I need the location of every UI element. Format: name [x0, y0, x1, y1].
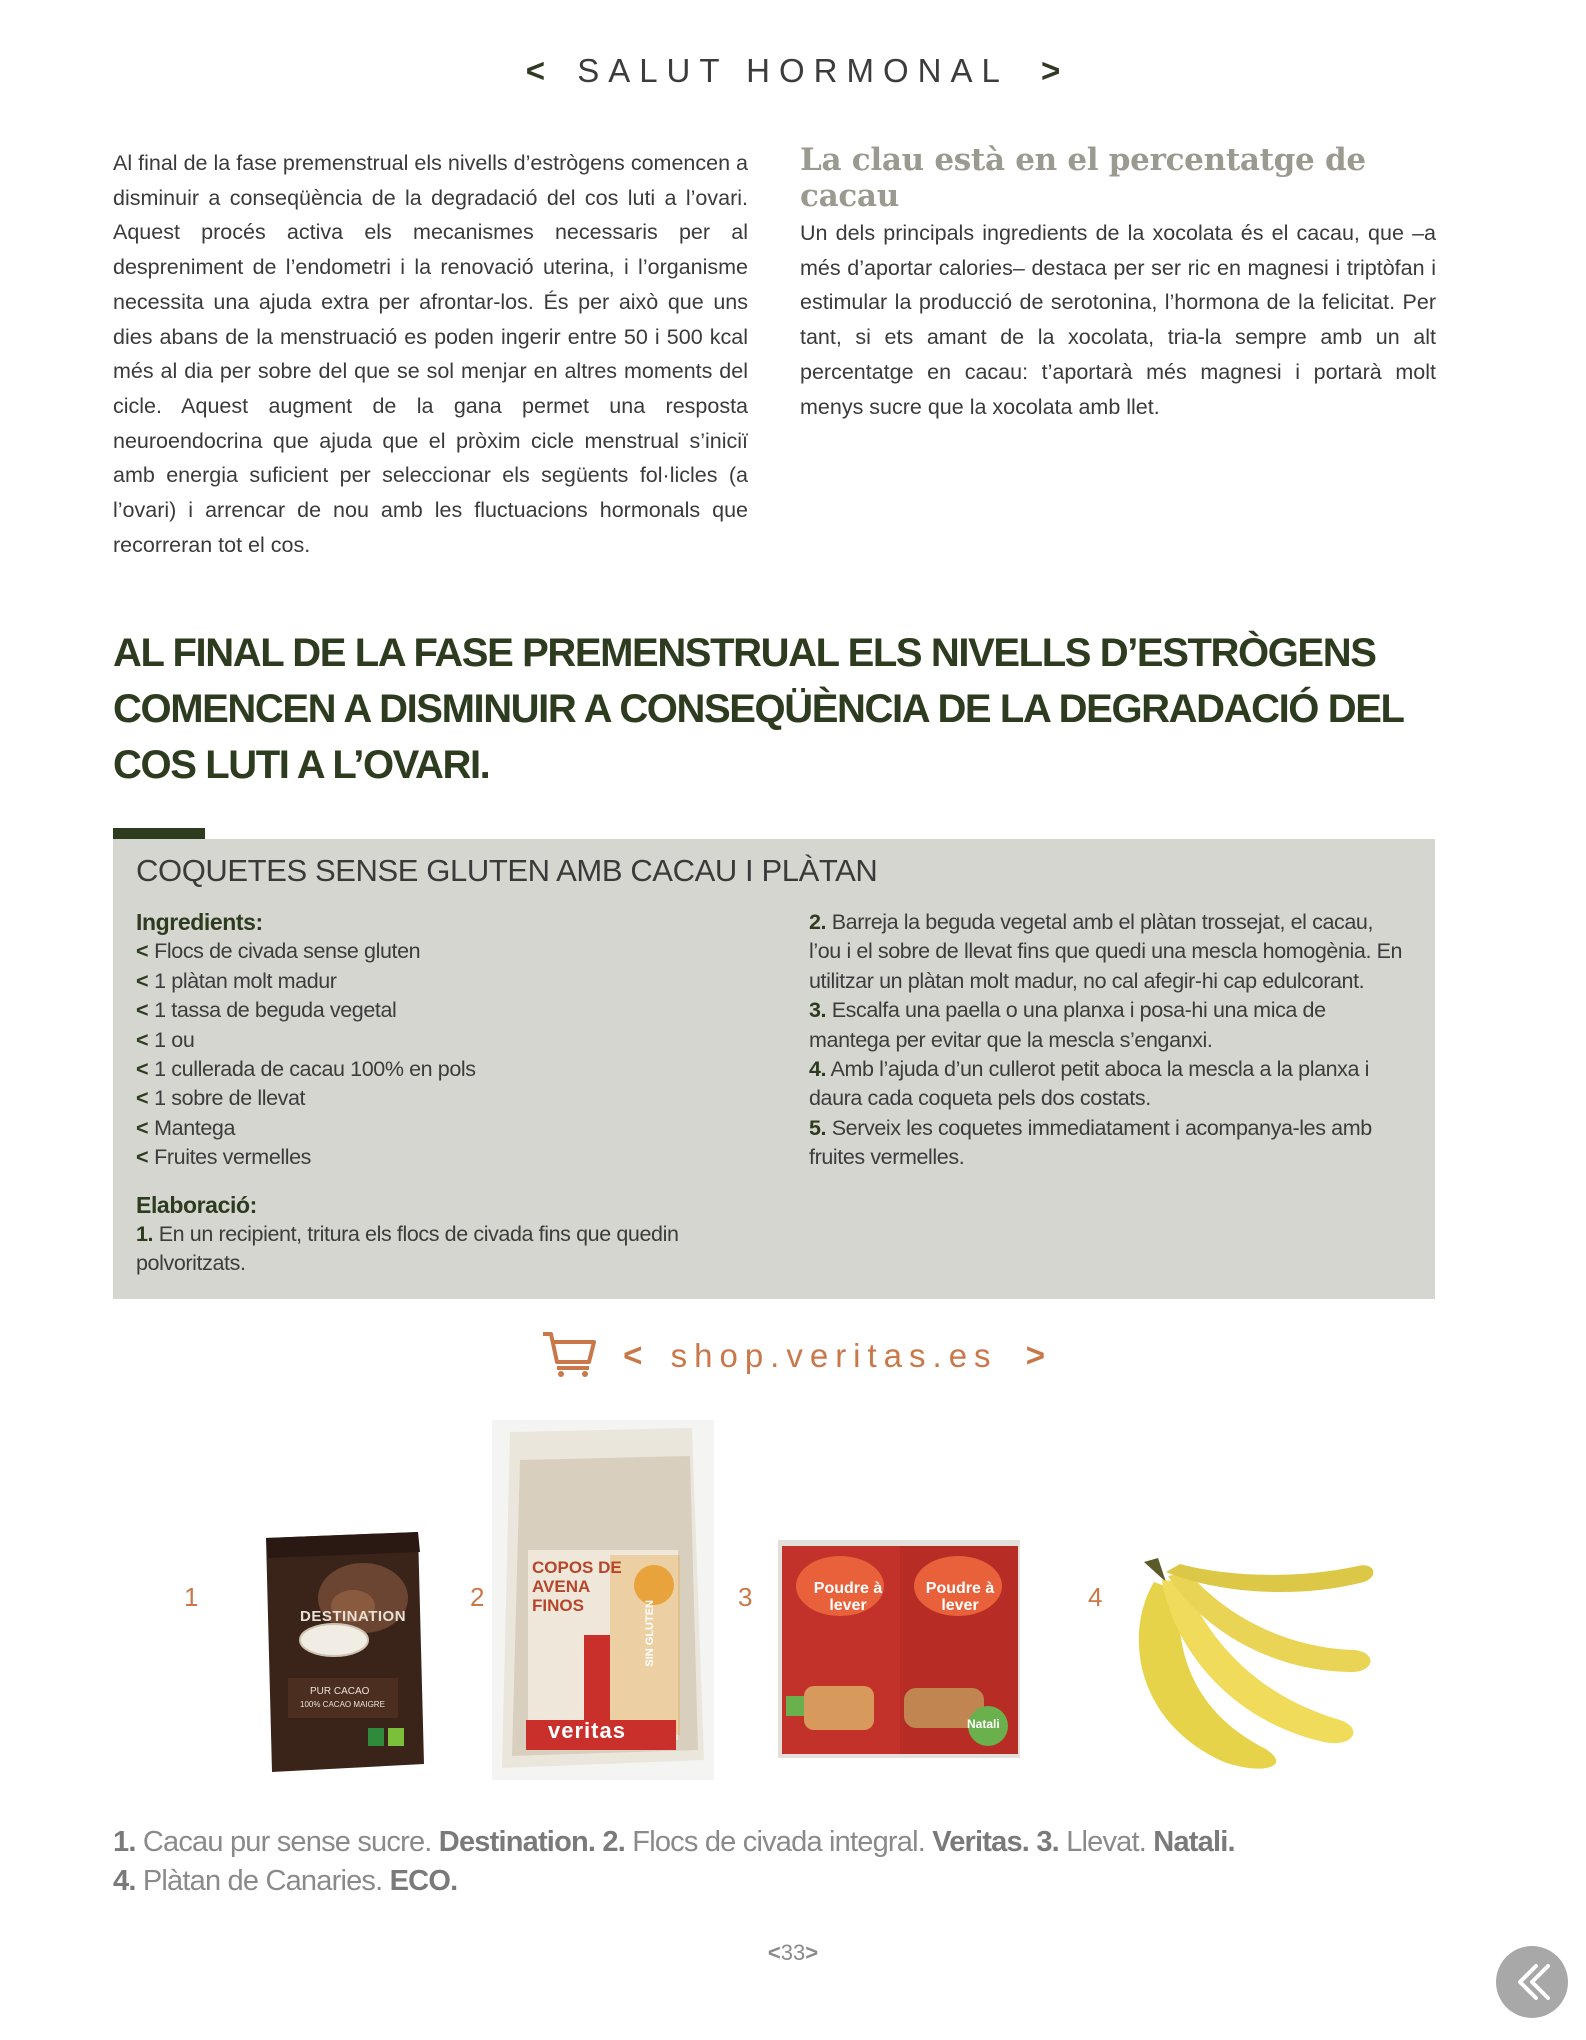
shop-url[interactable]: shop.veritas.es	[670, 1336, 998, 1374]
product-banana-image	[1114, 1552, 1384, 1781]
recipe-step: 2. Barreja la beguda vegetal amb el plàtan trossejat, el cacau, l’ou i el sobre de llevat fins que quedi una mescla homogènia. En utilitzar un plàtan molt madur, no cal afegir-hi cap edulcorant.	[809, 910, 1403, 993]
bullet-icon: <	[136, 1027, 149, 1052]
product-label: SIN GLUTEN	[644, 1600, 656, 1667]
product-label: COPOS DE AVENA FINOS	[532, 1558, 622, 1615]
method-heading: Elaboració:	[136, 1191, 257, 1218]
product-cocoa-image	[258, 1528, 428, 1781]
recipe-step: 1. En un recipient, tritura els flocs de civada fins que quedin polvoritzats.	[136, 1222, 679, 1276]
sidebar-box	[800, 142, 1436, 424]
recipe-title: COQUETES SENSE GLUTEN AMB CACAU I PLÀTAN	[136, 853, 878, 888]
product-label: PUR CACAO	[310, 1686, 370, 1697]
sidebar-title: La clau està en el percentatge de cacau	[800, 142, 1366, 214]
page-number: <33>	[767, 1940, 819, 1965]
recipe-accent-bar	[113, 828, 205, 839]
double-chevron-left-icon	[1496, 1946, 1568, 2018]
product-label: DESTINATION	[300, 1608, 407, 1625]
bullet-icon: <	[136, 1145, 149, 1170]
product-brand: veritas	[548, 1718, 626, 1743]
sidebar-text: Un dels principals ingredients de la xocolata és el cacau, que –a més d’aportar calories– destaca per ser ric en magnesi i triptòfan i estimular la producció de serotonina, l’hormona de la felicitat. Per tant, si ets amant de la xocolata, tria-la sempre amb un alt percentatge en cacau: t’aportarà més magnesi i portarà molt menys sucre que la xocolata amb llet.	[800, 221, 1436, 419]
ingredients-heading: Ingredients:	[136, 909, 263, 935]
recipe-step: 3. Escalfa una paella o una planxa i posa-hi una mica de mantega per evitar que la mescla s’enganxi.	[809, 998, 1326, 1052]
list-item: < 1 tassa de beguda vegetal	[136, 998, 397, 1023]
list-item: < 1 ou	[136, 1027, 195, 1052]
list-item: < Mantega	[136, 1115, 236, 1140]
product-number: 4	[1088, 1582, 1103, 1612]
section-header	[0, 52, 1586, 90]
section-title: SALUT HORMONAL	[577, 52, 1009, 89]
list-item: < Fruites vermelles	[136, 1145, 312, 1170]
chevron-right-icon: >	[1040, 52, 1061, 89]
caption-item: 3. Llevat. Natali.	[1036, 1826, 1235, 1858]
chevron-left-icon: <	[623, 1336, 643, 1374]
product-number: 1	[184, 1582, 199, 1612]
bullet-icon: <	[136, 1057, 149, 1082]
caption-item: 2. Flocs de civada integral. Veritas.	[602, 1826, 1030, 1858]
caption-item: 1. Cacau pur sense sucre. Destination.	[113, 1826, 596, 1858]
product-number: 3	[738, 1582, 753, 1612]
ingredients-list	[136, 937, 696, 1172]
product-label: 100% CACAO MAIGRE	[300, 1700, 385, 1709]
bullet-icon: <	[136, 1086, 149, 1111]
chevron-left-icon: <	[525, 52, 546, 89]
product-label: Poudre à lever	[813, 1580, 883, 1614]
list-item: < Flocs de civada sense gluten	[136, 939, 421, 964]
recipe-step: 4. Amb l’ajuda d’un cullerot petit aboca la mescla a la planxa i daura cada coqueta pels dos costats.	[809, 1057, 1370, 1111]
list-item: < 1 plàtan molt madur	[136, 968, 337, 993]
recipe-box	[113, 839, 1435, 1299]
product-label: Poudre à lever	[925, 1580, 995, 1614]
bullet-icon: <	[136, 968, 149, 993]
list-item: < 1 cullerada de cacau 100% en pols	[136, 1057, 476, 1082]
pull-quote: AL FINAL DE LA FASE PREMENSTRUAL ELS NIVELLS D’ESTRÒGENS COMENCEN A DISMINUIR A CONSEQÜÈNCIA DE LA DEGRADACIÓ DEL COS LUTI A L’OVARI.	[113, 631, 1403, 787]
intro-paragraph: Al final de la fase premenstrual els nivells d’estrògens comencen a disminuir a conseqüència de la degradació del cos luti a l’ovari. Aquest procés activa els mecanismes necessaris per al despreniment de l’endometri i la renovació uterina, i l’organisme necessita una ajuda extra per afrontar-los. És per això que uns dies abans de la menstruació es poden ingerir entre 50 i 500 kcal més al dia per sobre del que se sol menjar en altres moments del cicle. Aquest augment de la gana permet una resposta neuroendocrina que ajuda que el pròxim cicle menstrual s’iniciï amb energia suficient per seleccionar els següents fol·licles (a l’ovari) i arrencar de nou amb les fluctuacions hormonals que recorreran tot el cos.	[113, 151, 748, 557]
product-number: 2	[470, 1582, 485, 1612]
bullet-icon: <	[136, 998, 149, 1023]
back-button[interactable]	[1496, 1946, 1568, 2018]
cart-icon	[541, 1330, 597, 1386]
list-item: < 1 sobre de llevat	[136, 1086, 306, 1111]
recipe-right-column	[809, 908, 1409, 1173]
recipe-step: 5. Serveix les coquetes immediatament i acompanya-les amb fruites vermelles.	[809, 1115, 1372, 1170]
product-caption	[113, 1823, 1453, 1901]
bullet-icon: <	[136, 1115, 149, 1140]
recipe-left-column	[136, 908, 696, 1279]
chevron-right-icon: >	[1025, 1336, 1046, 1374]
bullet-icon: <	[136, 939, 149, 964]
product-brand: Natali	[967, 1717, 1000, 1731]
product-yeast-image	[774, 1536, 1024, 1767]
shop-link[interactable]	[0, 1330, 1586, 1386]
caption-item: 4. Plàtan de Canaries. ECO.	[113, 1865, 458, 1897]
